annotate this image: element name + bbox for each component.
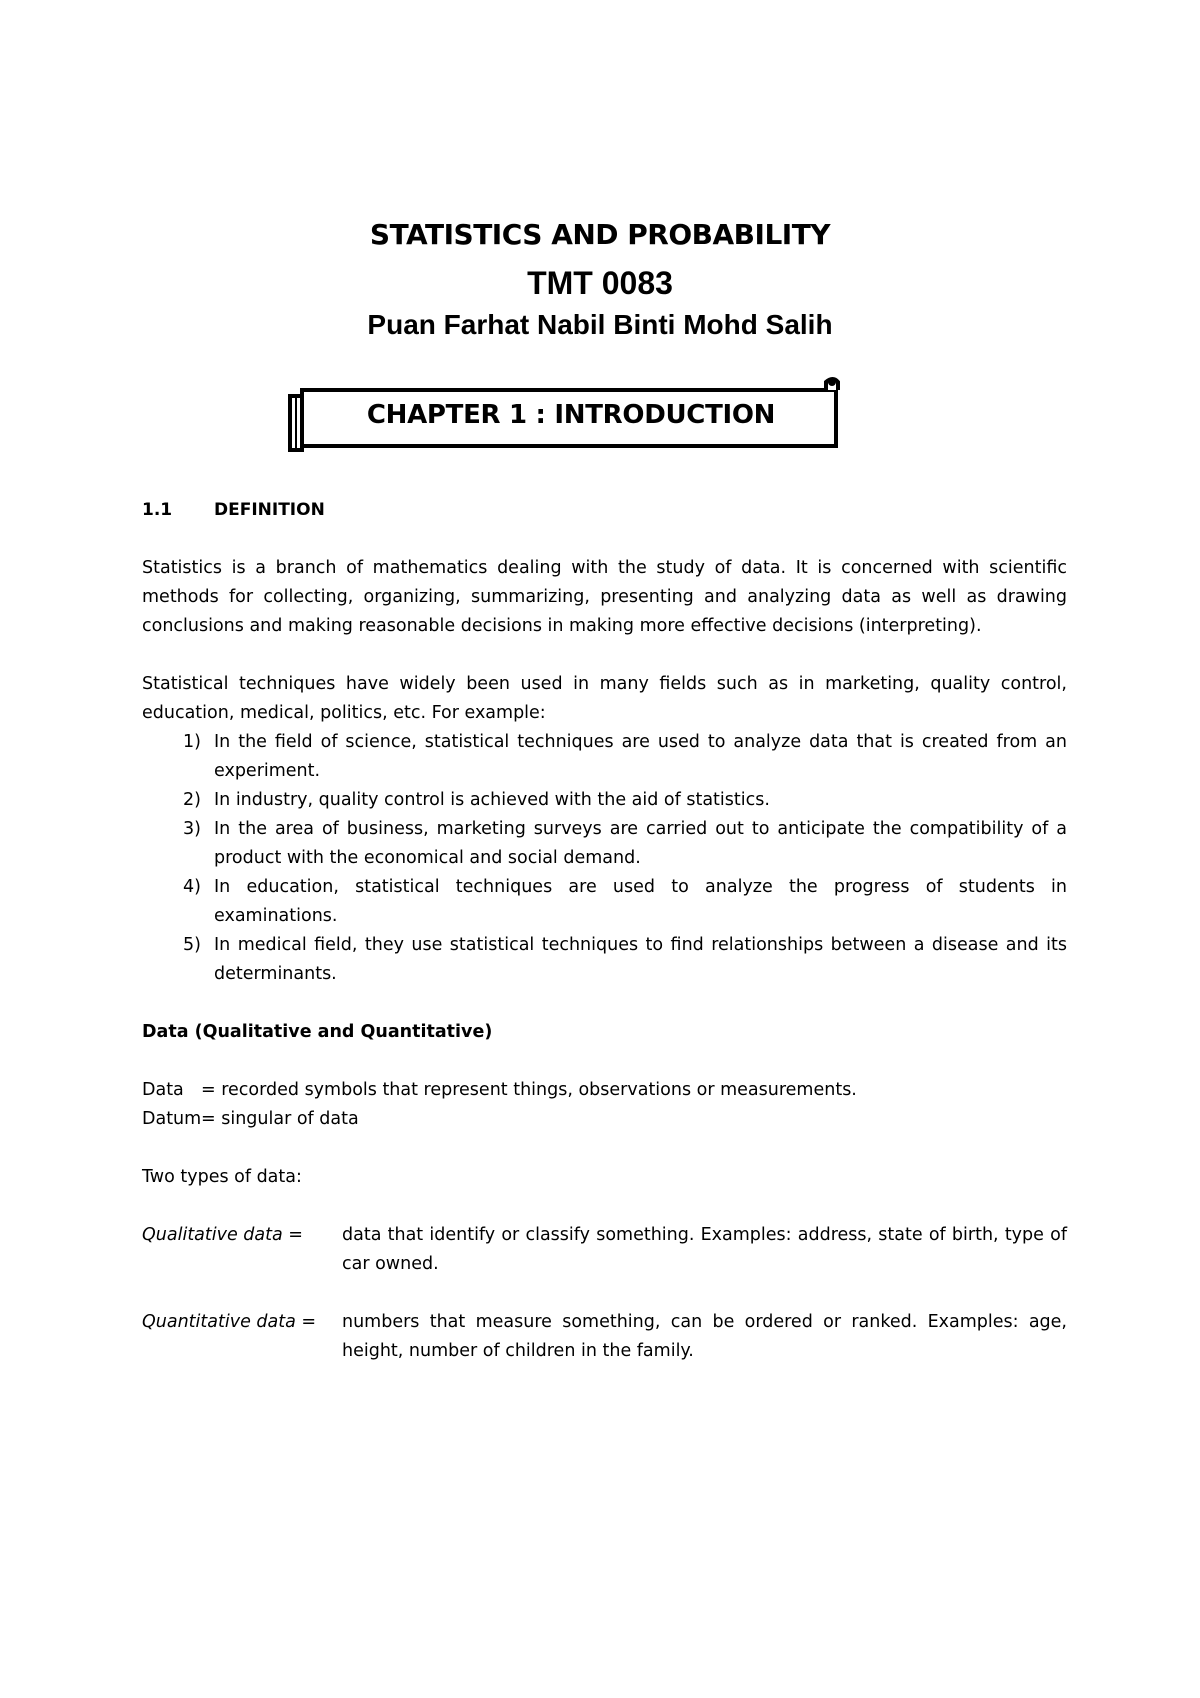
list-item — [142, 931, 1067, 989]
author-name: Puan Farhat Nabil Binti Mohd Salih — [367, 309, 833, 340]
list-item — [142, 786, 1067, 815]
qualitative-definition — [142, 1221, 1067, 1279]
list-item-number: 2) — [183, 790, 201, 810]
definition-paragraph: Statistics is a branch of mathematics dealing with the study of data. It is concerned with scientific methods for collecting, organizing, summarizing, presenting and analyzing data as well as drawing conclusions and making reasonable decisions in making more effective decisions (interpreting). — [142, 558, 1067, 636]
list-item — [142, 873, 1067, 931]
list-item-text: In the area of business, marketing surveys are carried out to anticipate the compatibility of a product with the economical and social demand. — [214, 819, 1067, 868]
course-code: TMT 0083 — [527, 265, 673, 301]
quantitative-label: Quantitative data = — [142, 1312, 317, 1332]
document-title: STATISTICS AND PROBABILITY — [369, 218, 831, 251]
techniques-paragraph: Statistical techniques have widely been used in many fields such as in marketing, quality control, education, medical, politics, etc. For example: — [142, 674, 1067, 723]
list-item-number: 1) — [183, 732, 201, 752]
section-heading — [142, 496, 1067, 525]
qualitative-text: data that identify or classify something. Examples: address, state of birth, type of car owned. — [342, 1225, 1067, 1274]
list-item — [142, 728, 1067, 786]
data-definition — [142, 1076, 1067, 1105]
chapter-banner — [286, 376, 856, 454]
title-block — [0, 218, 1200, 342]
datum-definition — [142, 1105, 1067, 1134]
list-item-text: In education, statistical techniques are used to analyze the progress of students in examinations. — [214, 877, 1067, 926]
list-item-number: 5) — [183, 935, 201, 955]
types-intro: Two types of data: — [142, 1167, 302, 1187]
data-heading: Data (Qualitative and Quantitative) — [142, 1022, 493, 1042]
list-item-number: 3) — [183, 819, 201, 839]
list-item-text: In industry, quality control is achieved with the aid of statistics. — [214, 790, 770, 810]
list-item-text: In medical field, they use statistical techniques to find relationships between a disease and its determinants. — [214, 935, 1067, 984]
main-content — [142, 496, 1067, 1366]
datum-term: Datum — [142, 1109, 202, 1129]
quantitative-definition — [142, 1308, 1067, 1366]
section-number: 1.1 — [142, 500, 173, 520]
examples-list — [142, 728, 1067, 989]
chapter-title: CHAPTER 1 : INTRODUCTION — [366, 400, 776, 430]
list-item — [142, 815, 1067, 873]
data-definition-text: = recorded symbols that represent things, observations or measurements. — [201, 1080, 857, 1100]
qualitative-label: Qualitative data = — [142, 1225, 303, 1245]
datum-definition-text: = singular of data — [201, 1109, 359, 1129]
list-item-text: In the field of science, statistical techniques are used to analyze data that is created from an experiment. — [214, 732, 1067, 781]
data-term: Data — [142, 1080, 184, 1100]
quantitative-text: numbers that measure something, can be ordered or ranked. Examples: age, height, number of children in the family. — [342, 1312, 1067, 1361]
section-title: DEFINITION — [214, 500, 325, 520]
list-item-number: 4) — [183, 877, 201, 897]
